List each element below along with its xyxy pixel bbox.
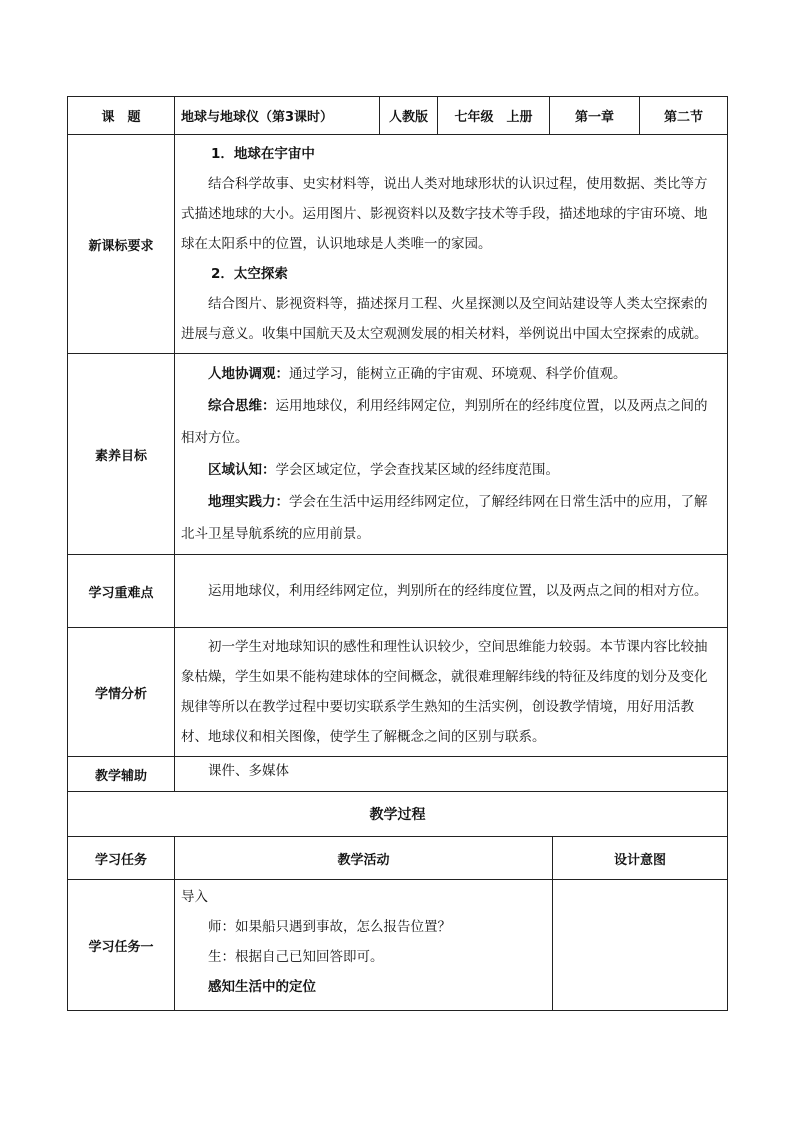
standards-label: 新课标要求 <box>68 135 175 354</box>
process-title: 教学过程 <box>68 792 728 837</box>
process-table <box>67 836 728 1011</box>
col-intent-header: 设计意图 <box>553 837 728 880</box>
aids-content <box>175 757 728 792</box>
literacy-label: 素养目标 <box>68 354 175 555</box>
key-points-row <box>68 555 728 628</box>
aids-text: 课件、多媒体 <box>208 763 289 779</box>
standards-row <box>68 135 728 354</box>
learner-analysis-content <box>175 628 728 757</box>
task1-intent <box>553 880 728 1011</box>
header-row <box>68 97 728 135</box>
task1-intro: 导入 <box>181 889 208 905</box>
process-header-row <box>68 837 728 880</box>
task1-activity <box>175 880 553 1011</box>
literacy-row <box>68 354 728 555</box>
task1-row <box>68 880 728 1011</box>
task1-student-line: 生：根据自己已知回答即可。 <box>208 949 384 965</box>
col-task-header: 学习任务 <box>68 837 175 880</box>
edition: 人教版 <box>380 97 438 135</box>
process-title-row <box>68 792 728 837</box>
chapter: 第一章 <box>550 97 640 135</box>
standards-content <box>175 135 728 354</box>
lesson-plan <box>67 96 727 1011</box>
task1-heading: 感知生活中的定位 <box>208 979 316 995</box>
lesson-title: 地球与地球仪（第3课时） <box>175 97 380 135</box>
lesson-plan-table <box>67 96 728 837</box>
learner-analysis-row <box>68 628 728 757</box>
section: 第二节 <box>640 97 728 135</box>
course-label: 课 题 <box>68 97 175 135</box>
standards-heading-1: 1．地球在宇宙中 <box>211 146 315 162</box>
standards-heading-2: 2．太空探索 <box>211 266 288 282</box>
task1-label: 学习任务一 <box>68 880 175 1011</box>
learner-analysis-label: 学情分析 <box>68 628 175 757</box>
literacy-item: 区域认知：学会区域定位，学会查找某区域的经纬度范围。 <box>208 462 559 478</box>
learner-analysis-text: 初一学生对地球知识的感性和理性认识较少，空间思维能力较弱。本节课内容比较抽象枯燥，学生如果不能构建球体的空间概念，就很难理解纬线的特征及纬度的划分及变化规律等所以在教学过程中要切实联系学生熟知的生活实例，创设教学情境，用好用活教材、地球仪和相关图像，使学生了解概念之间的区别与联系。 <box>181 639 708 745</box>
grade: 七年级 上册 <box>438 97 550 135</box>
literacy-item: 综合思维：运用地球仪，利用经纬网定位，判别所在的经纬度位置，以及两点之间的相对方位。 <box>181 398 708 446</box>
aids-label: 教学辅助 <box>68 757 175 792</box>
literacy-item: 地理实践力：学会在生活中运用经纬网定位，了解经纬网在日常生活中的应用，了解北斗卫星导航系统的应用前景。 <box>181 494 708 542</box>
key-points-content <box>175 555 728 628</box>
literacy-content <box>175 354 728 555</box>
standards-paragraph-2: 结合图片、影视资料等，描述探月工程、火星探测以及空间站建设等人类太空探索的进展与意义。收集中国航天及太空观测发展的相关材料，举例说出中国太空探索的成就。 <box>181 296 708 342</box>
task1-teacher-line: 师：如果船只遇到事故，怎么报告位置？ <box>208 919 451 935</box>
key-points-label: 学习重难点 <box>68 555 175 628</box>
aids-row <box>68 757 728 792</box>
key-points-text: 运用地球仪，利用经纬网定位，判别所在的经纬度位置，以及两点之间的相对方位。 <box>208 583 708 599</box>
standards-paragraph-1: 结合科学故事、史实材料等，说出人类对地球形状的认识过程，使用数据、类比等方式描述地球的大小。运用图片、影视资料以及数字技术等手段，描述地球的宇宙环境、地球在太阳系中的位置，认识地球是人类唯一的家园。 <box>181 176 708 252</box>
col-activity-header: 教学活动 <box>175 837 553 880</box>
literacy-item: 人地协调观：通过学习，能树立正确的宇宙观、环境观、科学价值观。 <box>208 366 627 382</box>
